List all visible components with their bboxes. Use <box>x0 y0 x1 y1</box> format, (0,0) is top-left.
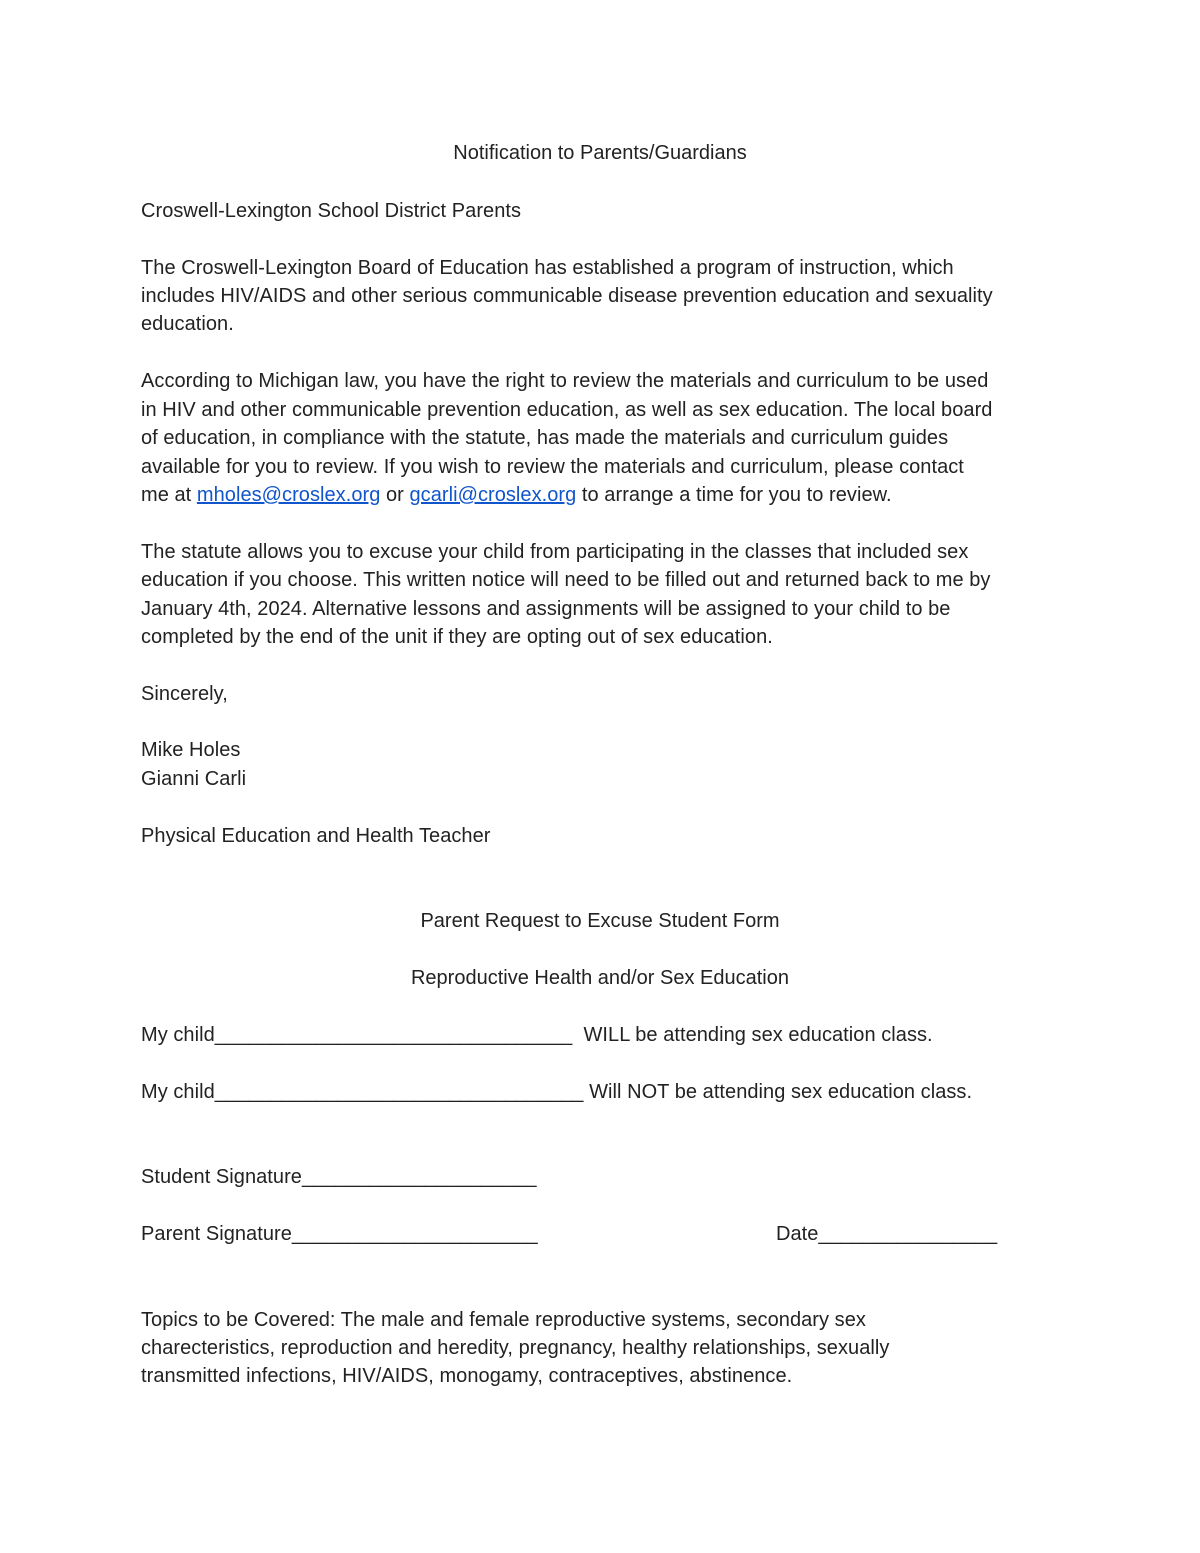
form-subtitle: Reproductive Health and/or Sex Education <box>410 967 789 989</box>
closing: Sincerely, <box>141 683 228 705</box>
signer-name: Gianni Carli <box>141 768 247 790</box>
paragraph-2-line-1: According to Michigan law, you have the right to review the materials and curriculum to be used <box>141 370 989 392</box>
date-line: Date________________ <box>776 1223 998 1245</box>
paragraph-1-line-3: education. <box>141 313 234 335</box>
paragraph-2-line-4: available for you to review. If you wish to review the materials and curriculum, please contact <box>141 456 964 478</box>
contact-suffix: to arrange a time for you to review. <box>576 484 892 506</box>
paragraph-1-line-1: The Croswell-Lexington Board of Education has established a program of instruction, which <box>141 257 954 279</box>
student-signature-line: Student Signature_____________________ <box>141 1166 537 1188</box>
paragraph-3-line-4: completed by the end of the unit if they are opting out of sex education. <box>141 626 773 648</box>
email-link-mholes[interactable]: mholes@croslex.org <box>196 484 381 506</box>
paragraph-3-line-3: January 4th, 2024. Alternative lessons and assignments will be assigned to your child to be <box>141 598 951 620</box>
signer-name: Mike Holes <box>141 739 241 761</box>
salutation: Croswell-Lexington School District Parents <box>141 200 522 222</box>
paragraph-2-line-5 <box>141 483 892 507</box>
paragraph-3-line-2: education if you choose. This written notice will need to be filled out and returned back to me by <box>141 569 991 591</box>
contact-middle: or <box>380 484 410 506</box>
topics-line-1: Topics to be Covered: The male and female reproductive systems, secondary sex <box>141 1309 866 1331</box>
signer-role: Physical Education and Health Teacher <box>141 825 491 847</box>
contact-prefix: me at <box>141 484 197 506</box>
topics-line-2: charecteristics, reproduction and heredity, pregnancy, healthy relationships, sexually <box>141 1337 890 1359</box>
will-attend-line: My child________________________________ WILL be attending sex education class. <box>141 1024 933 1046</box>
will-not-attend-line: My child_________________________________ Will NOT be attending sex education class. <box>141 1081 973 1103</box>
email-link-gcarli[interactable]: gcarli@croslex.org <box>409 484 577 506</box>
paragraph-3-line-1: The statute allows you to excuse your child from participating in the classes that included sex <box>141 541 969 563</box>
paragraph-1-line-2: includes HIV/AIDS and other serious communicable disease prevention education and sexuality <box>141 285 993 307</box>
paragraph-2-line-3: of education, in compliance with the statute, has made the materials and curriculum guides <box>141 427 949 449</box>
form-title: Parent Request to Excuse Student Form <box>420 910 780 932</box>
topics-line-3: transmitted infections, HIV/AIDS, monogamy, contraceptives, abstinence. <box>141 1365 793 1387</box>
paragraph-2-line-2: in HIV and other communicable prevention education, as well as sex education. The local board <box>141 399 993 421</box>
parent-signature-line: Parent Signature______________________ <box>141 1223 538 1245</box>
letter-title: Notification to Parents/Guardians <box>453 142 747 164</box>
